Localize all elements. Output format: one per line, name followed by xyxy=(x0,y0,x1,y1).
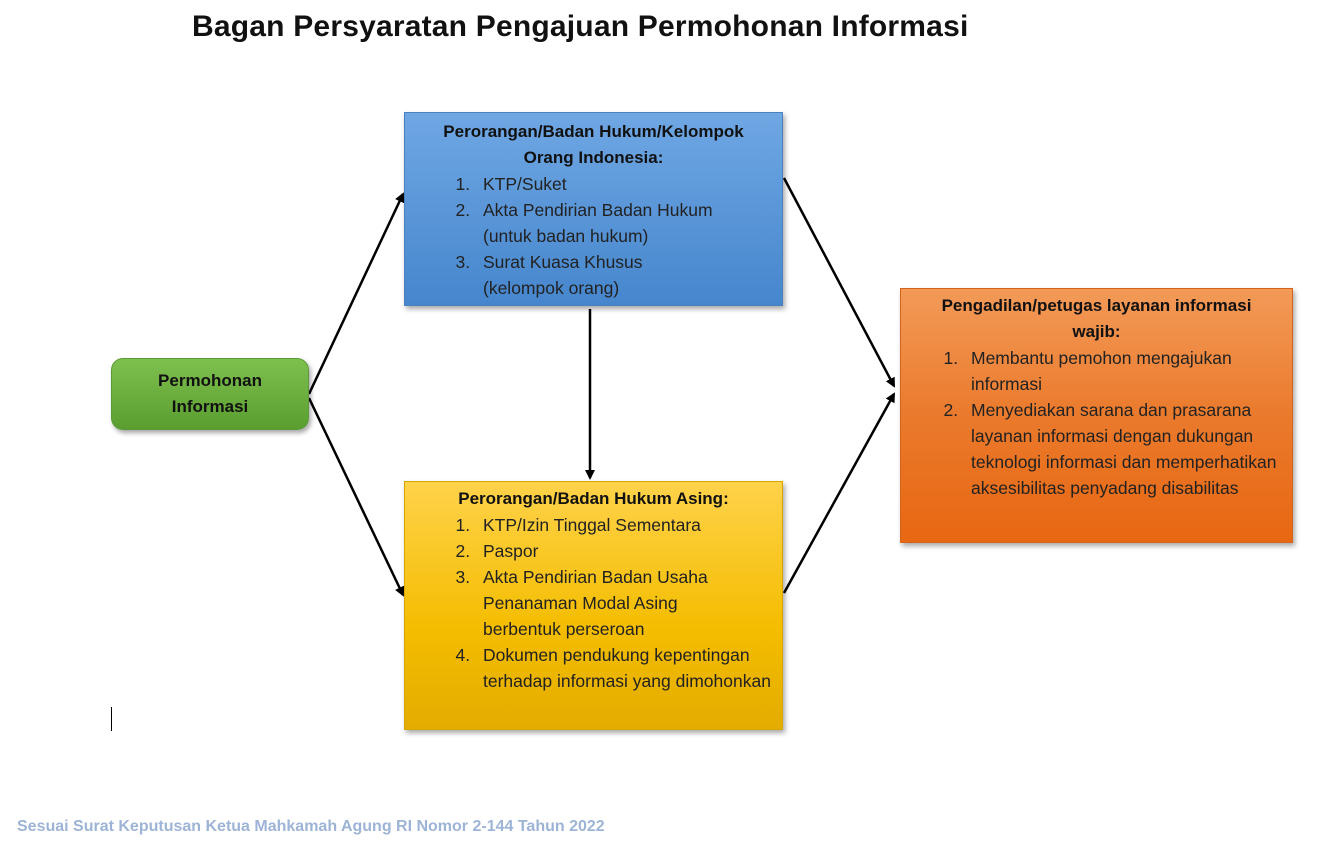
list-item: 4. Dokumen pendukung kepentingan terhadap informasi yang dimohonkan xyxy=(475,642,782,694)
footer-note: Sesuai Surat Keputusan Ketua Mahkamah Agung RI Nomor 2-144 Tahun 2022 xyxy=(17,818,605,835)
list-item: 1. KTP/Suket xyxy=(475,171,782,197)
arrow-start-to-yellow xyxy=(309,398,403,595)
list-item: 2. Menyediakan sarana dan prasarana layanan informasi dengan dukungan teknologi informasi dan memperhatikan aksesibilitas penyadang disabilitas xyxy=(963,397,1292,501)
list-item: 2. Akta Pendirian Badan Hukum (untuk badan hukum) xyxy=(475,197,782,249)
court-obligations-list xyxy=(901,345,1292,501)
page-title: Bagan Persyaratan Pengajuan Permohonan Informasi xyxy=(192,10,969,43)
foreign-requirements-list xyxy=(405,512,782,694)
list-item: 1. Membantu pemohon mengajukan informasi xyxy=(963,345,1292,397)
court-heading-line-2: wajib: xyxy=(1072,322,1121,341)
start-line-2: Informasi xyxy=(171,397,249,416)
arrow-yellow-to-orange xyxy=(784,394,894,593)
start-line-1: Permohonan xyxy=(158,371,262,390)
foreign-heading: Perorangan/Badan Hukum Asing: xyxy=(458,489,729,508)
indonesian-heading-line-2: Orang Indonesia: xyxy=(523,148,664,167)
foreign-requirements-box xyxy=(404,481,783,730)
indonesian-heading xyxy=(405,119,782,171)
court-heading-line-1: Pengadilan/petugas layanan informasi xyxy=(941,296,1252,315)
indonesian-heading-line-1: Perorangan/Badan Hukum/Kelompok xyxy=(443,122,744,141)
list-item: 1. KTP/Izin Tinggal Sementara xyxy=(475,512,782,538)
arrow-blue-to-orange xyxy=(784,178,894,386)
list-item: 3. Akta Pendirian Badan Usaha Penanaman Modal Asing berbentuk perseroan xyxy=(475,564,782,642)
list-item: 2. Paspor xyxy=(475,538,782,564)
start-node-permohonan xyxy=(111,358,309,430)
text-cursor xyxy=(111,707,112,731)
indonesian-requirements-list xyxy=(405,171,782,301)
court-obligations-box xyxy=(900,288,1293,543)
arrow-start-to-blue xyxy=(309,194,403,394)
list-item: 3. Surat Kuasa Khusus (kelompok orang) xyxy=(475,249,782,301)
indonesian-requirements-box xyxy=(404,112,783,306)
court-heading xyxy=(901,293,1292,345)
